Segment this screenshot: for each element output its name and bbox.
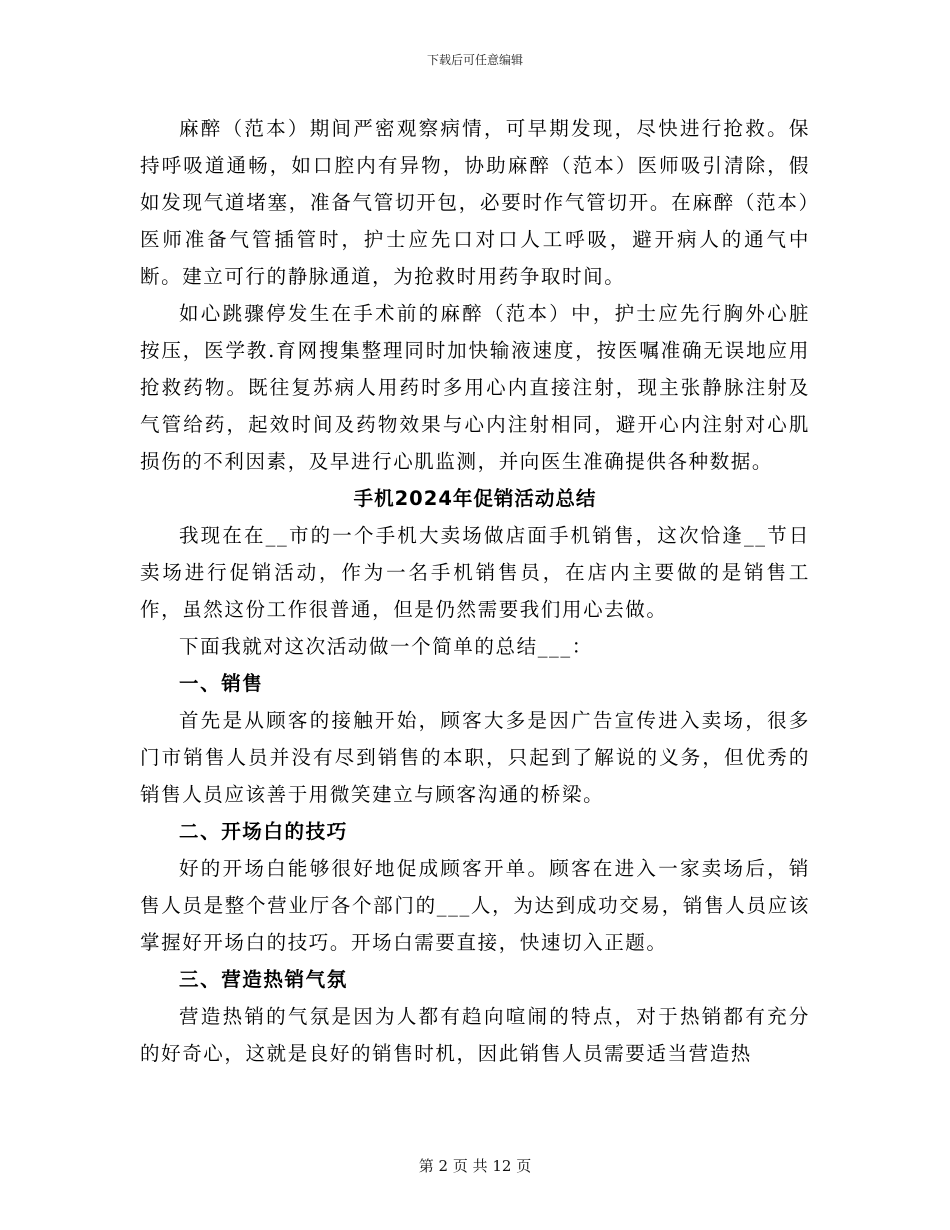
heading-opening: 二、开场白的技巧 <box>179 820 348 843</box>
paragraph-opening: 好的开场白能够很好地促成顾客开单。顾客在进入一家卖场后，销售人员是整个营业厅各个部门的___人，为达到成功交易，销售人员应该掌握好开场白的技巧。开场白需要直接，快速切入正题。 <box>140 857 810 954</box>
paragraph-sales: 首先是从顾客的接触开始，顾客大多是因广告宣传进入卖场，很多门市销售人员并没有尽到销售的本职，只起到了解说的义务，但优秀的销售人员应该善于用微笑建立与顾客沟通的桥梁。 <box>140 709 810 806</box>
page-header: 下载后可任意编辑 <box>426 53 523 67</box>
page-footer: 第 2 页 共 12 页 <box>418 1157 532 1175</box>
heading-sales: 一、销售 <box>179 672 264 695</box>
document-body <box>140 110 810 1072</box>
heading-atmosphere: 三、营造热销气氛 <box>179 968 348 991</box>
paragraph-anesthesia-monitoring: 麻醉（范本）期间严密观察病情，可早期发现，尽快进行抢救。保持呼吸道通畅，如口腔内有异物，协助麻醉（范本）医师吸引清除，假如发现气道堵塞，准备气管切开包，必要时作气管切开。在麻醉（范本）医师准备气管插管时，护士应先口对口人工呼吸，避开病人的通气中断。建立可行的静脉通道，为抢救时用药争取时间。 <box>140 117 810 288</box>
paragraph-atmosphere: 营造热销的气氛是因为人都有趋向喧闹的特点，对于热销都有充分的好奇心，这就是良好的销售时机，因此销售人员需要适当营造热 <box>140 1005 810 1065</box>
paragraph-summary-lead: 下面我就对这次活动做一个简单的总结___： <box>179 635 593 658</box>
paragraph-cardiac-arrest: 如心跳骤停发生在手术前的麻醉（范本）中，护士应先行胸外心脏按压，医学教.育网搜集整理同时加快输液速度，按医嘱准确无误地应用抢救药物。既往复苏病人用药时多用心内直接注射，现主张静脉注射及气管给药，起效时间及药物效果与心内注射相同，避开心内注射对心肌损伤的不利因素，及早进行心肌监测，并向医生准确提供各种数据。 <box>140 302 810 473</box>
paragraph-intro: 我现在在__市的一个手机大卖场做店面手机销售，这次恰逢__节日卖场进行促销活动，作为一名手机销售员，在店内主要做的是销售工作，虽然这份工作很普通，但是仍然需要我们用心去做。 <box>140 524 810 621</box>
section-title: 手机2024年促销活动总结 <box>353 487 597 510</box>
